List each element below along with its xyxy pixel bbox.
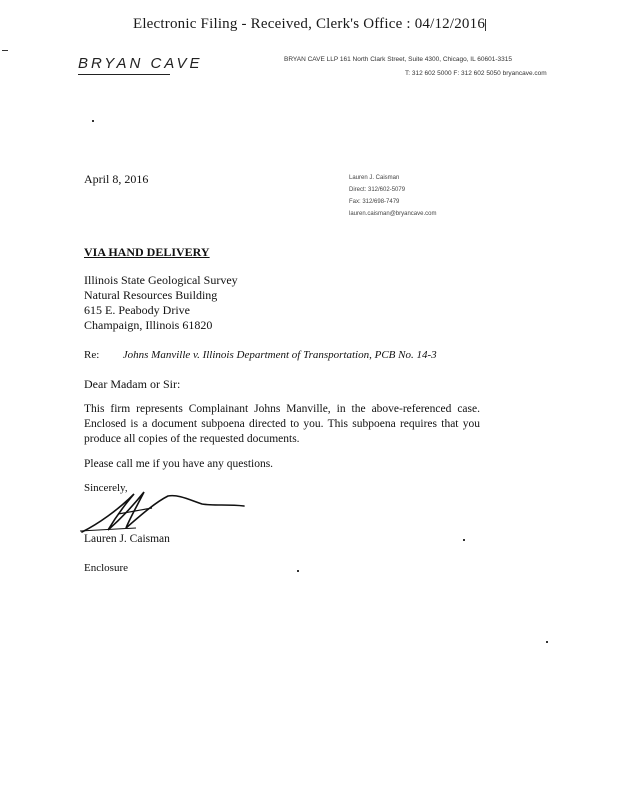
scan-speck bbox=[546, 641, 548, 643]
sender-fax: Fax: 312/698-7479 bbox=[349, 199, 400, 205]
firm-logo: BRYAN CAVE bbox=[78, 55, 203, 72]
sender-name: Lauren J. Caisman bbox=[349, 175, 400, 181]
signer-name: Lauren J. Caisman bbox=[84, 533, 170, 545]
recipient-line: Natural Resources Building bbox=[84, 288, 218, 302]
scan-speck bbox=[463, 539, 465, 541]
sender-email: lauren.caisman@bryancave.com bbox=[349, 211, 437, 217]
body-paragraph: This firm represents Complainant Johns Manville, in the above-referenced case. Enclosed is a document subpoena directed to you. This subpoena requires that you produce all copies of the requested documents. bbox=[84, 403, 480, 445]
recipient-line: 615 E. Peabody Drive bbox=[84, 303, 190, 317]
scan-speck bbox=[92, 120, 94, 122]
closing-line: Please call me if you have any questions. bbox=[84, 458, 274, 470]
re-line bbox=[84, 349, 437, 361]
filing-stamp: Electronic Filing - Received, Clerk's Office : 04/12/2016 bbox=[132, 16, 486, 32]
sender-block bbox=[349, 172, 436, 220]
enclosure-note: Enclosure bbox=[84, 562, 128, 574]
handwritten-signature bbox=[78, 484, 258, 536]
firm-address: BRYAN CAVE LLP 161 North Clark Street, Suite 4300, Chicago, IL 60601-3315 bbox=[284, 56, 512, 63]
scan-speck bbox=[297, 570, 299, 572]
recipient-line: Champaign, Illinois 61820 bbox=[84, 318, 213, 332]
scan-speck bbox=[2, 50, 8, 51]
sincerely-label: Sincerely, bbox=[84, 482, 128, 494]
logo-rule bbox=[78, 74, 170, 75]
delivery-method: VIA HAND DELIVERY bbox=[84, 245, 210, 259]
salutation: Dear Madam or Sir: bbox=[84, 377, 181, 391]
firm-contact: T: 312 602 5000 F: 312 602 5050 bryancave.com bbox=[405, 70, 547, 77]
letter-date: April 8, 2016 bbox=[84, 172, 149, 186]
recipient-line: Illinois State Geological Survey bbox=[84, 273, 238, 287]
re-label: Re: bbox=[84, 349, 100, 361]
re-subject: Johns Manville v. Illinois Department of Transportation, PCB No. 14-3 bbox=[122, 349, 437, 361]
recipient-address bbox=[84, 273, 238, 333]
scan-speck bbox=[485, 19, 486, 31]
sender-direct: Direct: 312/602-5079 bbox=[349, 187, 406, 193]
